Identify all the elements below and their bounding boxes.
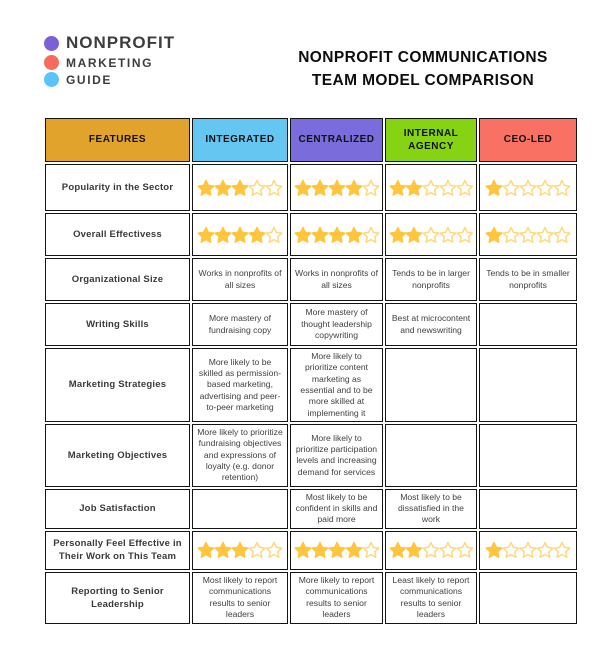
star-filled-icon [328, 541, 346, 559]
star-filled-icon [294, 179, 312, 197]
star-empty-icon [519, 541, 537, 559]
brand-logo [44, 33, 175, 87]
star-filled-icon [311, 226, 329, 244]
table-row [45, 258, 577, 301]
star-empty-icon [502, 179, 520, 197]
star-filled-icon [485, 226, 503, 244]
star-rating-cell [290, 531, 383, 570]
star-rating [483, 541, 573, 559]
star-empty-icon [265, 541, 283, 559]
star-filled-icon [214, 179, 232, 197]
star-filled-icon [345, 226, 363, 244]
text-cell: More likely to be skilled as permission-based marketing, advertising and peer-to-peer marketing [192, 348, 288, 422]
table-header-row [45, 118, 577, 162]
star-filled-icon [197, 226, 215, 244]
star-rating [483, 179, 573, 197]
star-rating [294, 226, 379, 244]
text-cell [385, 424, 477, 487]
text-cell [479, 303, 577, 346]
star-filled-icon [294, 226, 312, 244]
star-empty-icon [502, 226, 520, 244]
star-empty-icon [553, 226, 571, 244]
feature-label: Organizational Size [45, 258, 190, 301]
text-cell: Most likely to be dissatisfied in the work [385, 489, 477, 529]
star-filled-icon [197, 541, 215, 559]
text-cell [479, 489, 577, 529]
star-empty-icon [519, 179, 537, 197]
text-cell: More likely to prioritize content marketing as essential and to be more skilled at implementing it [290, 348, 383, 422]
star-filled-icon [214, 226, 232, 244]
star-empty-icon [553, 541, 571, 559]
text-cell: More likely to prioritize fundraising objectives and expressions of loyalty (e.g. donor retention) [192, 424, 288, 487]
text-cell: More likely to report communications results to senior leaders [290, 572, 383, 624]
star-filled-icon [294, 541, 312, 559]
star-filled-icon [231, 179, 249, 197]
column-header-internal-agency: INTERNAL AGENCY [385, 118, 477, 162]
table-row [45, 303, 577, 346]
star-filled-icon [485, 179, 503, 197]
star-rating [294, 541, 379, 559]
star-filled-icon [231, 226, 249, 244]
star-rating [196, 226, 284, 244]
text-cell: More mastery of thought leadership copywriting [290, 303, 383, 346]
star-empty-icon [422, 179, 440, 197]
star-empty-icon [456, 226, 474, 244]
column-header-centralized: CENTRALIZED [290, 118, 383, 162]
star-rating-cell [479, 164, 577, 211]
feature-label: Personally Feel Effective in Their Work on This Team [45, 531, 190, 570]
feature-label: Popularity in the Sector [45, 164, 190, 211]
star-filled-icon [248, 226, 266, 244]
text-cell: Most likely to report communications results to senior leaders [192, 572, 288, 624]
star-rating-cell [385, 164, 477, 211]
logo-dot-purple-icon [44, 36, 59, 51]
star-empty-icon [422, 226, 440, 244]
star-empty-icon [536, 179, 554, 197]
star-empty-icon [362, 226, 380, 244]
star-rating [389, 541, 473, 559]
column-header-ceo-led: CEO-LED [479, 118, 577, 162]
star-rating-cell [192, 213, 288, 256]
star-rating-cell [192, 164, 288, 211]
text-cell: Works in nonprofits of all sizes [192, 258, 288, 301]
text-cell: Tends to be in smaller nonprofits [479, 258, 577, 301]
table-row [45, 424, 577, 487]
page-title-line2: TEAM MODEL COMPARISON [311, 72, 535, 90]
star-empty-icon [536, 226, 554, 244]
text-cell: More mastery of fundraising copy [192, 303, 288, 346]
star-filled-icon [405, 179, 423, 197]
star-filled-icon [405, 541, 423, 559]
star-rating-cell [479, 213, 577, 256]
text-cell [385, 348, 477, 422]
feature-label: Overall Effectivess [45, 213, 190, 256]
text-cell: Best at microcontent and newswriting [385, 303, 477, 346]
star-filled-icon [197, 179, 215, 197]
table-row [45, 489, 577, 529]
star-empty-icon [502, 541, 520, 559]
star-empty-icon [422, 541, 440, 559]
text-cell: Most likely to be confident in skills and paid more [290, 489, 383, 529]
star-empty-icon [248, 179, 266, 197]
page-title [258, 46, 588, 93]
logo-dot-blue-icon [44, 72, 59, 87]
text-cell: Works in nonprofits of all sizes [290, 258, 383, 301]
star-filled-icon [389, 226, 407, 244]
star-empty-icon [362, 179, 380, 197]
star-empty-icon [439, 226, 457, 244]
star-rating-cell [385, 531, 477, 570]
feature-label: Marketing Objectives [45, 424, 190, 487]
text-cell [479, 424, 577, 487]
star-filled-icon [389, 179, 407, 197]
star-rating-cell [479, 531, 577, 570]
star-filled-icon [311, 541, 329, 559]
star-filled-icon [328, 179, 346, 197]
star-rating-cell [290, 213, 383, 256]
comparison-table [43, 116, 579, 626]
text-cell [479, 348, 577, 422]
text-cell: More likely to prioritize participation levels and increasing demand for services [290, 424, 383, 487]
star-filled-icon [231, 541, 249, 559]
star-filled-icon [311, 179, 329, 197]
star-rating-cell [192, 531, 288, 570]
star-rating [389, 179, 473, 197]
table-row [45, 531, 577, 570]
star-empty-icon [362, 541, 380, 559]
star-empty-icon [248, 541, 266, 559]
star-filled-icon [485, 541, 503, 559]
text-cell: Least likely to report communications results to senior leaders [385, 572, 477, 624]
star-empty-icon [536, 541, 554, 559]
feature-label: Reporting to Senior Leadership [45, 572, 190, 624]
star-rating [196, 179, 284, 197]
star-empty-icon [439, 179, 457, 197]
star-empty-icon [265, 179, 283, 197]
feature-label: Marketing Strategies [45, 348, 190, 422]
star-rating [483, 226, 573, 244]
star-filled-icon [345, 179, 363, 197]
feature-label: Writing Skills [45, 303, 190, 346]
table-row [45, 213, 577, 256]
feature-label: Job Satisfaction [45, 489, 190, 529]
table-row [45, 348, 577, 422]
logo-dot-coral-icon [44, 55, 59, 70]
page-title-line1: NONPROFIT COMMUNICATIONS [298, 49, 548, 66]
star-empty-icon [519, 226, 537, 244]
text-cell: Tends to be in larger nonprofits [385, 258, 477, 301]
star-empty-icon [265, 226, 283, 244]
column-header-features: FEATURES [45, 118, 190, 162]
table-row [45, 164, 577, 211]
star-empty-icon [456, 541, 474, 559]
text-cell [192, 489, 288, 529]
star-empty-icon [439, 541, 457, 559]
star-filled-icon [389, 541, 407, 559]
star-rating [389, 226, 473, 244]
star-rating-cell [385, 213, 477, 256]
column-header-integrated: INTEGRATED [192, 118, 288, 162]
star-filled-icon [345, 541, 363, 559]
text-cell [479, 572, 577, 624]
star-filled-icon [405, 226, 423, 244]
star-filled-icon [328, 226, 346, 244]
star-rating [196, 541, 284, 559]
logo-text-nonprofit: NONPROFIT [66, 33, 176, 52]
table-row [45, 572, 577, 624]
logo-text-marketing: MARKETING [66, 55, 154, 70]
logo-text-guide: GUIDE [66, 72, 113, 87]
star-filled-icon [214, 541, 232, 559]
star-rating [294, 179, 379, 197]
star-rating-cell [290, 164, 383, 211]
star-empty-icon [456, 179, 474, 197]
star-empty-icon [553, 179, 571, 197]
